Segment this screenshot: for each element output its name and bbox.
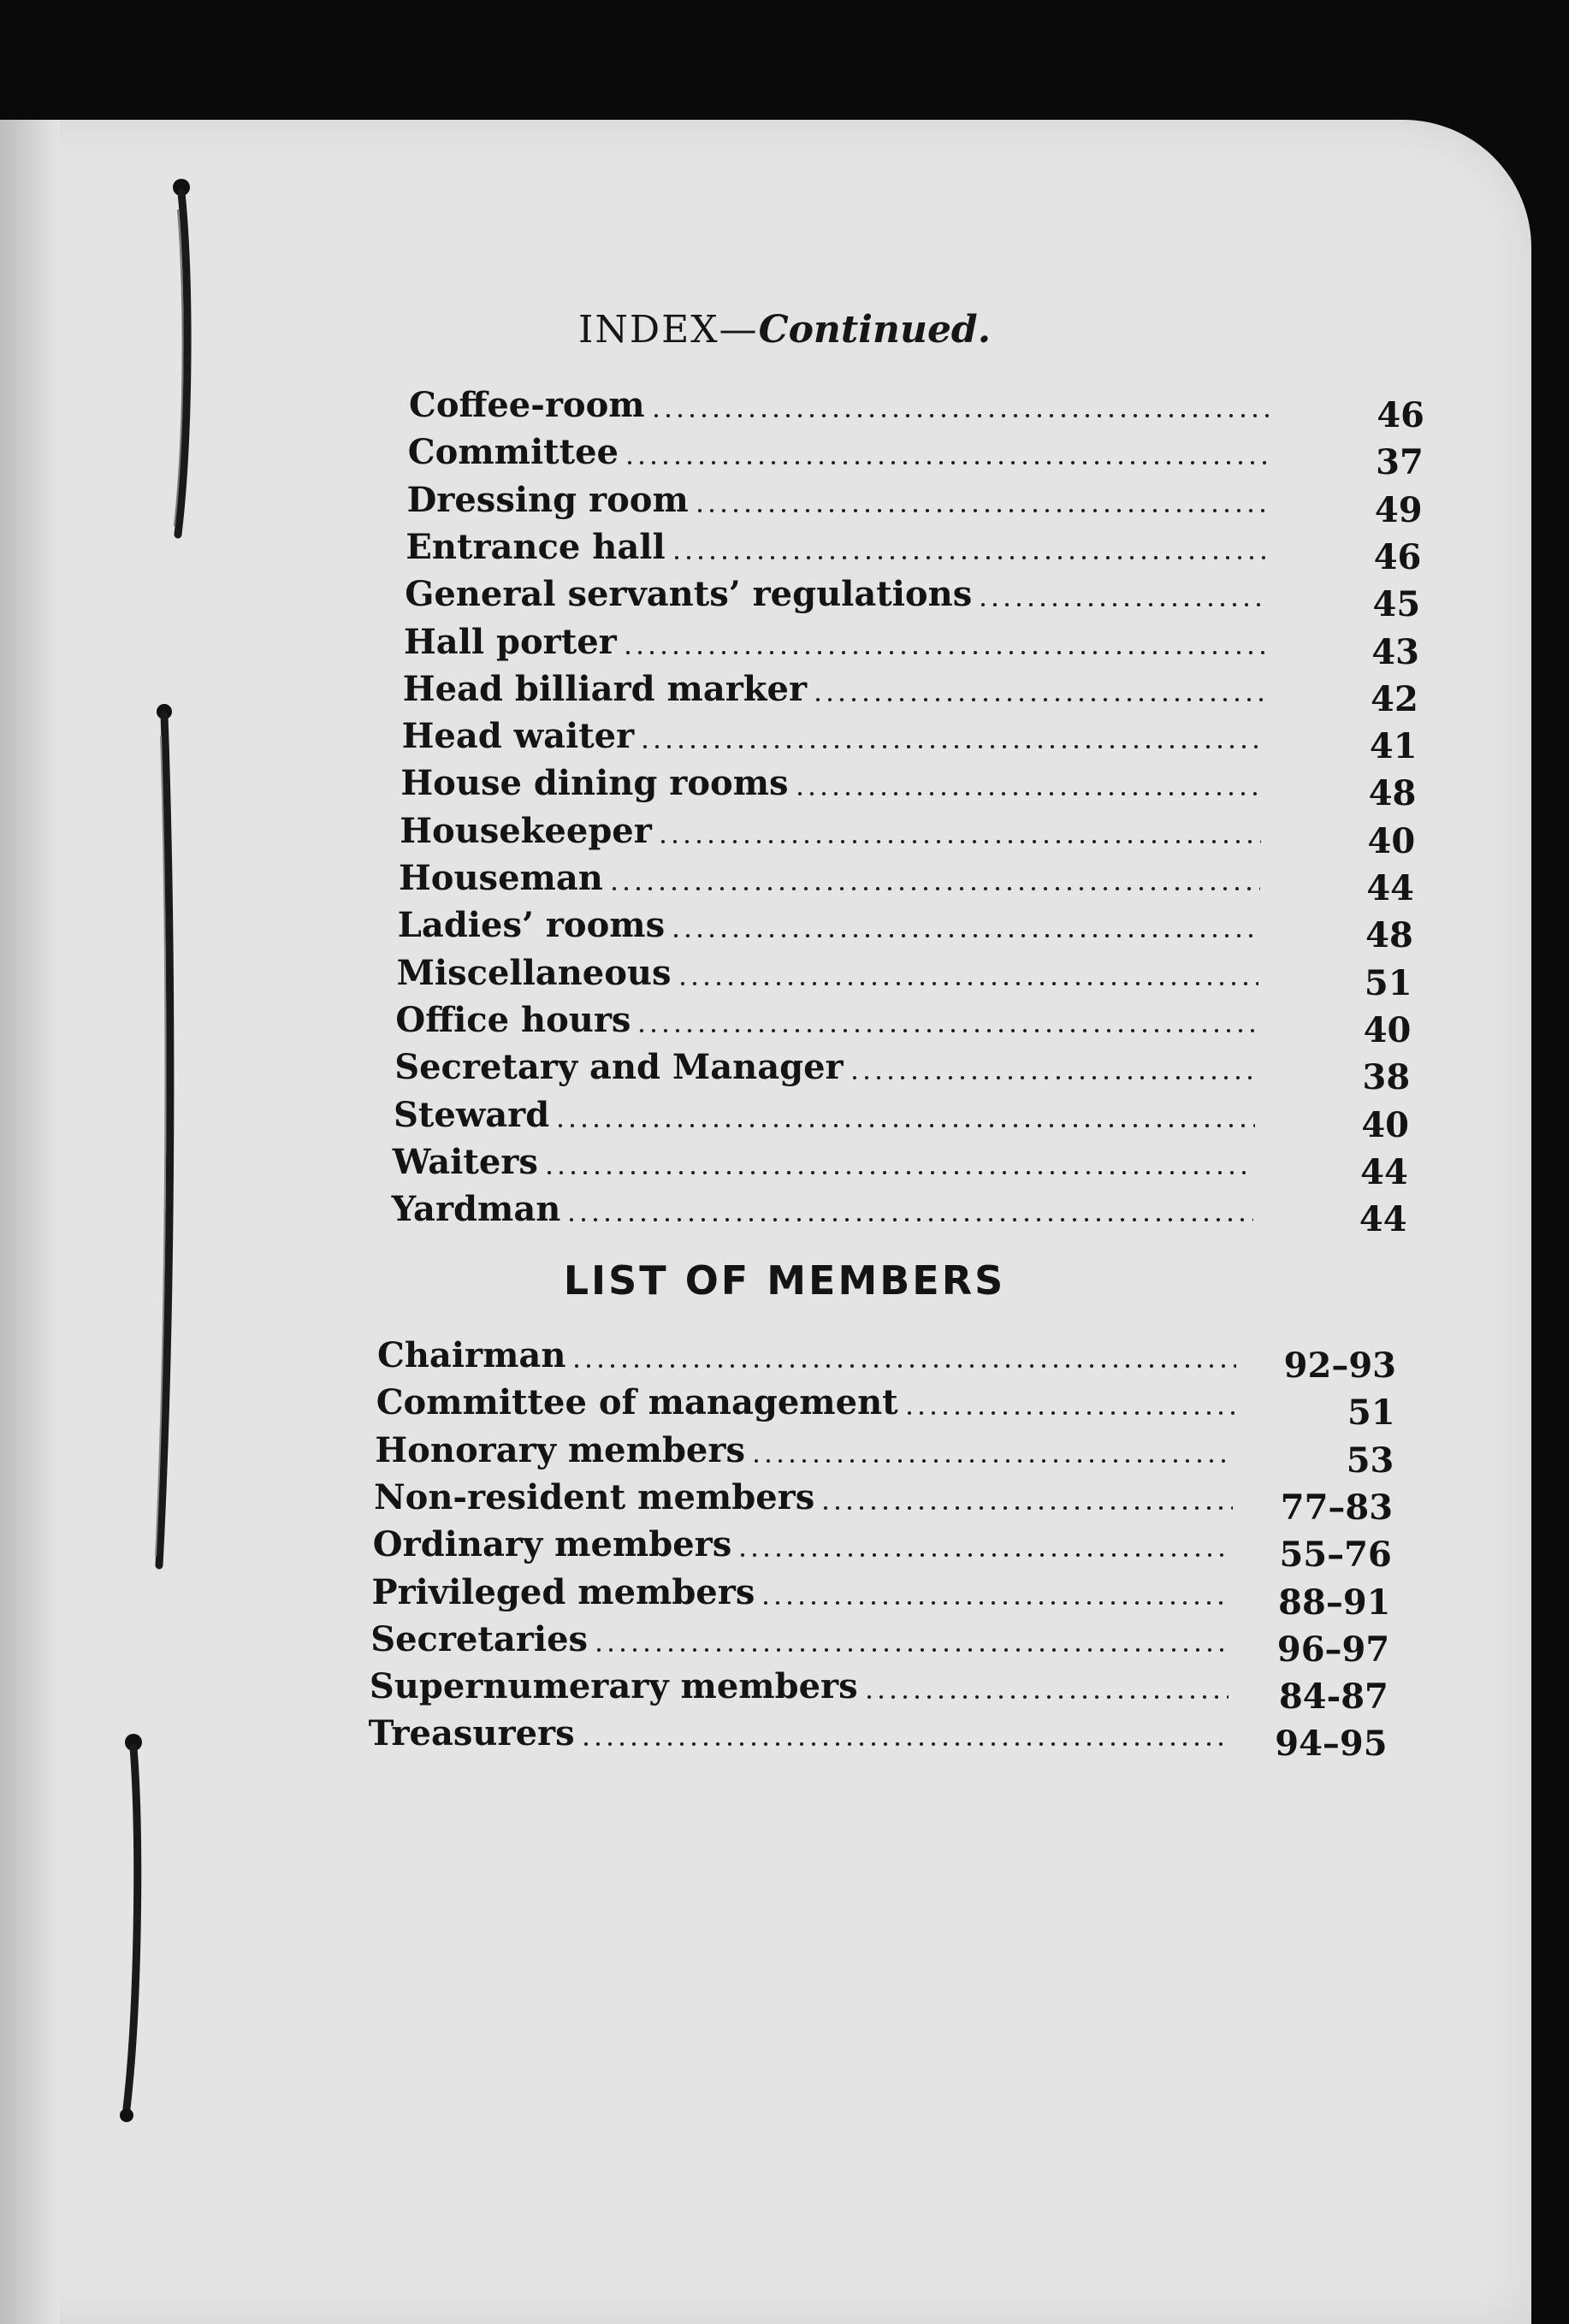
entry-page-number: 96–97 (1276, 1629, 1390, 1670)
index-title-continued: Continued. (758, 308, 992, 352)
entry-page-number: 51 (1364, 962, 1412, 1003)
entry-page-number: 92–93 (1283, 1345, 1396, 1386)
dot-leader (554, 1124, 1255, 1127)
entry-page-number: 44 (1360, 1151, 1408, 1192)
index-entry (397, 946, 1267, 991)
entry-label: Secretaries (370, 1618, 589, 1659)
entry-page-number: 40 (1367, 820, 1416, 861)
entry-label: Houseman (399, 858, 603, 898)
binding-stitch-bottom (116, 1732, 151, 2126)
index-entry (407, 425, 1278, 473)
index-entry (400, 756, 1270, 804)
index-entry (394, 1040, 1264, 1088)
index-entry (401, 709, 1272, 757)
dot-leader (571, 1364, 1236, 1368)
list-of-members-heading: LIST OF MEMBERS (563, 1257, 1006, 1304)
dot-leader (608, 887, 1260, 890)
entry-label: Ladies’ rooms (397, 905, 666, 946)
entry-page-number: 51 (1347, 1393, 1395, 1434)
entry-label: Non-resident members (374, 1476, 815, 1517)
entry-label: Treasurers (368, 1713, 575, 1754)
entry-page-number: 48 (1365, 915, 1413, 956)
member-entry (370, 1612, 1238, 1657)
index-entry (397, 898, 1268, 946)
member-entry (377, 1328, 1245, 1373)
index-entry (393, 1135, 1263, 1180)
entry-label: Committee (407, 432, 619, 473)
entry-label: Housekeeper (400, 810, 652, 851)
entry-page-number: 55–76 (1279, 1535, 1392, 1576)
dot-leader (657, 840, 1261, 843)
entry-page-number: 48 (1368, 773, 1417, 814)
entry-page-number: 84-87 (1278, 1676, 1388, 1718)
member-entry (372, 1565, 1240, 1610)
entry-label: Privileged members (371, 1571, 755, 1612)
dot-leader (820, 1506, 1233, 1510)
index-entry (404, 615, 1274, 662)
entry-label: Secretary and Manager (394, 1047, 844, 1088)
entry-label: Hall porter (404, 621, 617, 662)
index-entry (403, 662, 1273, 707)
index-title-main: INDEX— (577, 308, 759, 352)
entry-label: House dining rooms (400, 763, 789, 804)
binding-stitch-top (164, 175, 198, 543)
entry-page-number: 42 (1371, 678, 1418, 719)
entry-label: Miscellaneous (396, 952, 672, 993)
binding-shadow (0, 120, 60, 2324)
entry-label: Head billiard marker (402, 668, 808, 709)
dot-leader (849, 1076, 1257, 1079)
dot-leader (580, 1742, 1228, 1746)
member-entry (372, 1517, 1240, 1565)
entry-label: Office hours (395, 999, 631, 1040)
entry-page-number: 38 (1362, 1057, 1411, 1098)
member-entry (375, 1423, 1242, 1468)
entry-page-number: 44 (1366, 868, 1414, 908)
dot-leader (977, 603, 1266, 606)
dot-leader (863, 1695, 1229, 1699)
entry-page-number: 46 (1377, 395, 1424, 435)
entry-label: Ordinary members (372, 1524, 732, 1565)
dot-leader (624, 461, 1270, 464)
entry-label: Entrance hall (406, 526, 666, 567)
entry-page-number: 44 (1359, 1199, 1407, 1240)
entry-label: Supernumerary members (369, 1666, 858, 1707)
index-entry (409, 378, 1279, 423)
entry-label: Waiters (392, 1141, 538, 1182)
entry-label: Steward (394, 1094, 550, 1135)
dot-leader (812, 698, 1264, 701)
index-entry (400, 804, 1270, 849)
entry-page-number: 41 (1369, 726, 1418, 767)
dot-leader (671, 556, 1268, 559)
entry-page-number: 40 (1361, 1104, 1409, 1145)
entry-page-number: 46 (1373, 536, 1422, 577)
entry-page-number: 40 (1363, 1009, 1412, 1050)
entry-label: Chairman (377, 1335, 566, 1375)
index-entry (406, 520, 1276, 565)
entry-page-number: 53 (1346, 1440, 1394, 1481)
dot-leader (650, 414, 1270, 417)
index-entry (406, 473, 1277, 520)
entry-page-number: 37 (1376, 442, 1424, 483)
dot-leader (694, 509, 1269, 512)
member-entry (368, 1706, 1236, 1754)
binding-stitch-middle (147, 701, 181, 1574)
entry-page-number: 94–95 (1275, 1724, 1388, 1765)
entry-page-number: 45 (1372, 584, 1421, 625)
index-entry (394, 1088, 1264, 1135)
entry-page-number: 77–83 (1280, 1487, 1394, 1528)
dot-leader (794, 792, 1263, 795)
entry-label: Coffee-room (409, 385, 645, 425)
dot-leader (903, 1411, 1235, 1415)
index-entry (405, 567, 1275, 615)
dot-leader (670, 934, 1259, 937)
index-entry (391, 1182, 1262, 1230)
entry-label: Head waiter (401, 716, 635, 757)
member-entry (376, 1375, 1244, 1423)
dot-leader (622, 651, 1265, 654)
dot-leader (543, 1171, 1254, 1174)
dot-leader (760, 1601, 1230, 1605)
entry-label: General servants’ regulations (405, 574, 973, 615)
index-title (0, 308, 1569, 352)
entry-label: Dressing room (406, 479, 689, 520)
dot-leader (593, 1648, 1229, 1652)
member-entry (374, 1470, 1241, 1515)
entry-label: Committee of management (376, 1382, 898, 1423)
index-entry (399, 851, 1269, 896)
dot-leader (750, 1459, 1234, 1463)
entry-label: Yardman (391, 1189, 561, 1230)
member-entry (369, 1659, 1237, 1707)
dot-leader (639, 745, 1263, 748)
entry-page-number: 88–91 (1278, 1582, 1391, 1623)
dot-leader (565, 1218, 1252, 1221)
dot-leader (737, 1553, 1232, 1557)
dot-leader (677, 982, 1258, 985)
index-entry (395, 993, 1265, 1038)
entry-page-number: 43 (1371, 631, 1419, 672)
entry-page-number: 49 (1374, 489, 1423, 530)
entry-label: Honorary members (375, 1429, 745, 1470)
dot-leader (636, 1029, 1257, 1032)
